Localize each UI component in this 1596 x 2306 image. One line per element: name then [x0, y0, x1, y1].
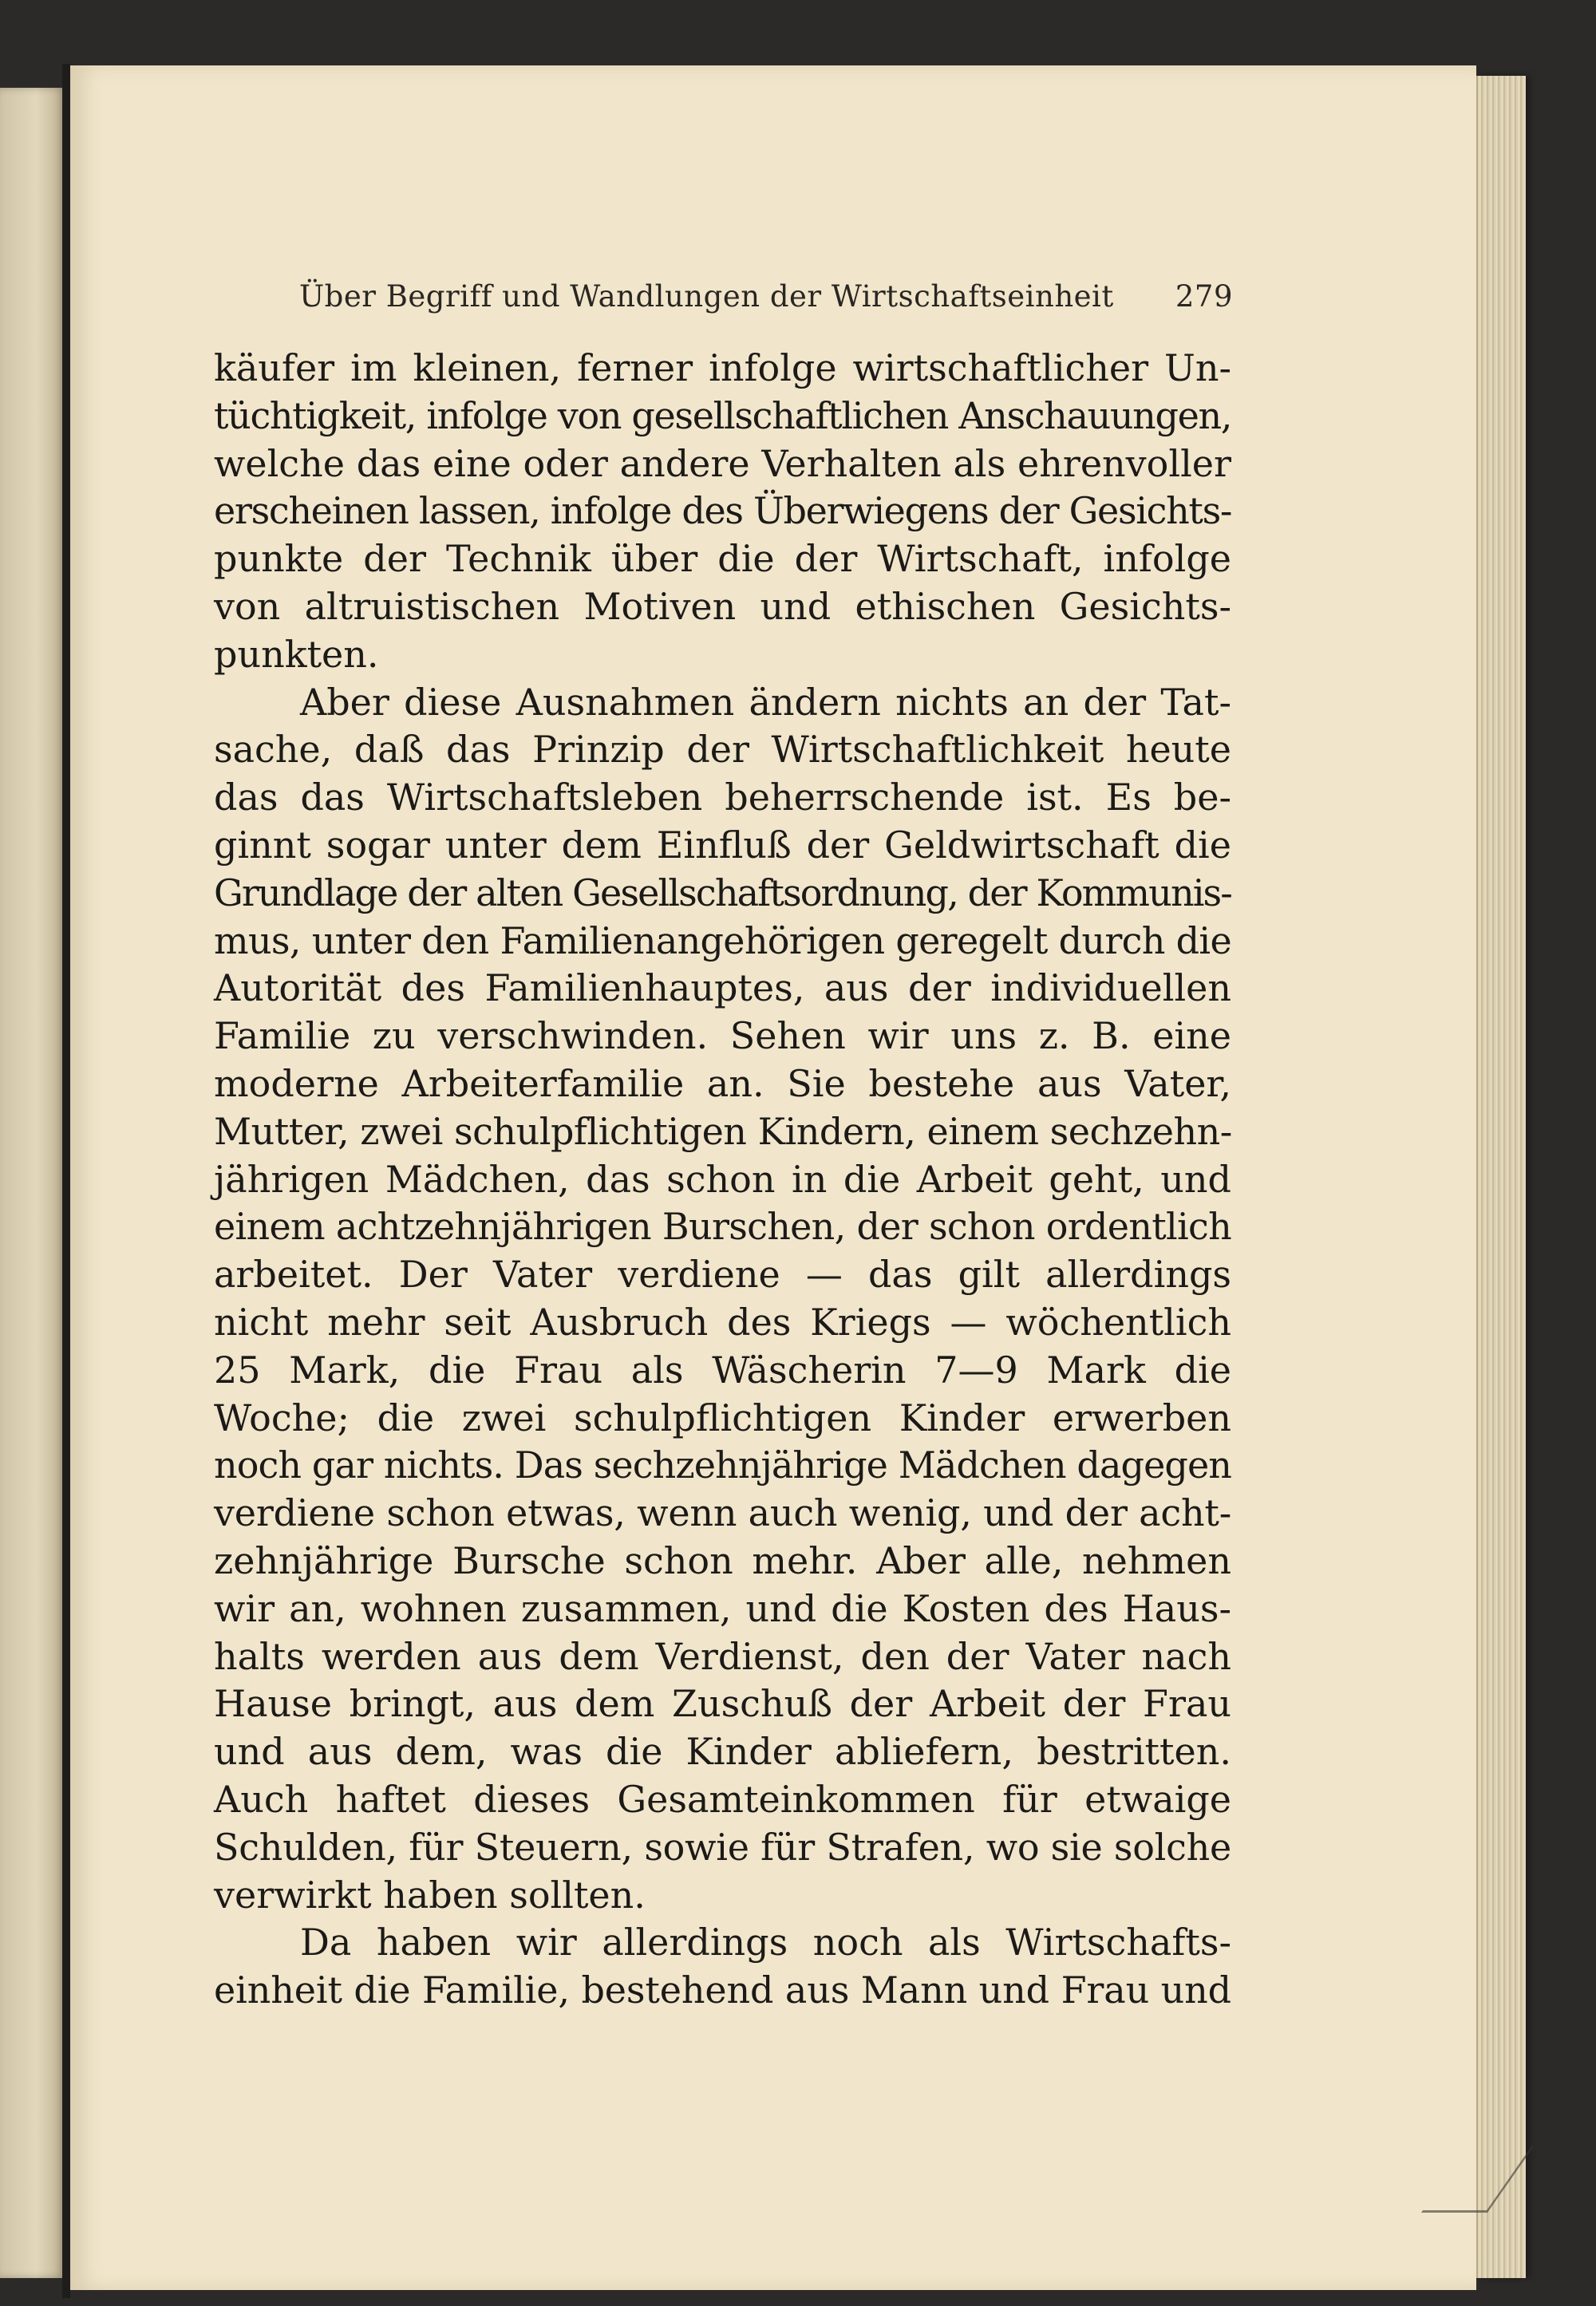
text-line: wir an, wohnen zusammen, und die Kosten des Haus- — [214, 1586, 1231, 1630]
text-line: käufer im kleinen, ferner infolge wirtschaftlicher Un- — [214, 346, 1231, 389]
text-line: einheit die Familie, bestehend aus Mann und Frau und — [214, 1968, 1231, 2012]
text-line: und aus dem, was die Kinder abliefern, bestritten. — [214, 1730, 1231, 1774]
book-gutter — [62, 64, 70, 2298]
page-number: 279 — [1175, 279, 1233, 314]
text-line: zehnjährige Bursche schon mehr. Aber alle, nehmen — [214, 1538, 1231, 1582]
text-line: das das Wirtschaftsleben beherrschende ist. Es be- — [214, 776, 1231, 819]
text-line: Woche; die zwei schulpflichtigen Kinder erwerben — [214, 1396, 1231, 1439]
facing-page-edge — [0, 88, 65, 2278]
text-line: Familie zu verschwinden. Sehen wir uns z. B. eine — [214, 1014, 1231, 1058]
text-line: jährigen Mädchen, das schon in die Arbeit geht, und — [214, 1157, 1231, 1201]
text-line: Da haben wir allerdings noch als Wirtschafts- — [300, 1921, 1231, 1964]
text-line: verdiene schon etwas, wenn auch wenig, und der acht- — [214, 1491, 1232, 1535]
text-line: sache, daß das Prinzip der Wirtschaftlichkeit heute — [214, 728, 1231, 772]
page-stack-edge — [1476, 76, 1526, 2278]
text-line: verwirkt haben sollten. — [214, 1873, 646, 1917]
text-line: punkten. — [214, 632, 379, 676]
text-line: Hause bringt, aus dem Zuschuß der Arbeit der Frau — [214, 1682, 1231, 1726]
text-line: mus, unter den Familienangehörigen geregelt durch die — [214, 918, 1231, 962]
text-line: halts werden aus dem Verdienst, den der Vater nach — [214, 1634, 1231, 1678]
text-line: arbeitet. Der Vater verdiene — das gilt allerdings — [214, 1253, 1231, 1297]
text-line: Schulden, für Steuern, sowie für Strafen, wo sie solche — [214, 1825, 1231, 1869]
text-line: Autorität des Familienhauptes, aus der individuellen — [214, 966, 1231, 1010]
body-text — [214, 345, 1231, 2015]
running-title: Über Begriff und Wandlungen der Wirtschaftseinheit — [299, 279, 1114, 314]
text-line: moderne Arbeiterfamilie an. Sie bestehe aus Vater, — [214, 1061, 1231, 1105]
text-line: Grundlage der alten Gesellschaftsordnung, der Kommunis- — [214, 871, 1231, 914]
text-line: ginnt sogar unter dem Einfluß der Geldwirtschaft die — [214, 823, 1231, 867]
text-line: noch gar nichts. Das sechzehnjährige Mädchen dagegen — [214, 1443, 1232, 1487]
text-line: tüchtigkeit, infolge von gesellschaftlichen Anschauungen, — [214, 393, 1232, 437]
text-line: von altruistischen Motiven und ethischen Gesichts- — [214, 584, 1231, 628]
text-line: Auch haftet dieses Gesamteinkommen für etwaige — [214, 1777, 1231, 1821]
text-line: 25 Mark, die Frau als Wäscherin 7—9 Mark die — [214, 1348, 1231, 1392]
text-line: einem achtzehnjährigen Burschen, der schon ordentlich — [214, 1205, 1231, 1249]
text-line: nicht mehr seit Ausbruch des Kriegs — wöchentlich — [214, 1300, 1231, 1344]
text-line: welche das eine oder andere Verhalten als ehrenvoller — [214, 441, 1231, 485]
text-line: punkte der Technik über die der Wirtschaft, infolge — [214, 537, 1231, 581]
running-header — [299, 279, 1233, 319]
text-line: erscheinen lassen, infolge des Überwiegens der Gesichts- — [214, 489, 1232, 533]
text-line: Mutter, zwei schulpflichtigen Kindern, einem sechzehn- — [214, 1109, 1232, 1153]
text-line: Aber diese Ausnahmen ändern nichts an der Tat- — [300, 680, 1231, 724]
